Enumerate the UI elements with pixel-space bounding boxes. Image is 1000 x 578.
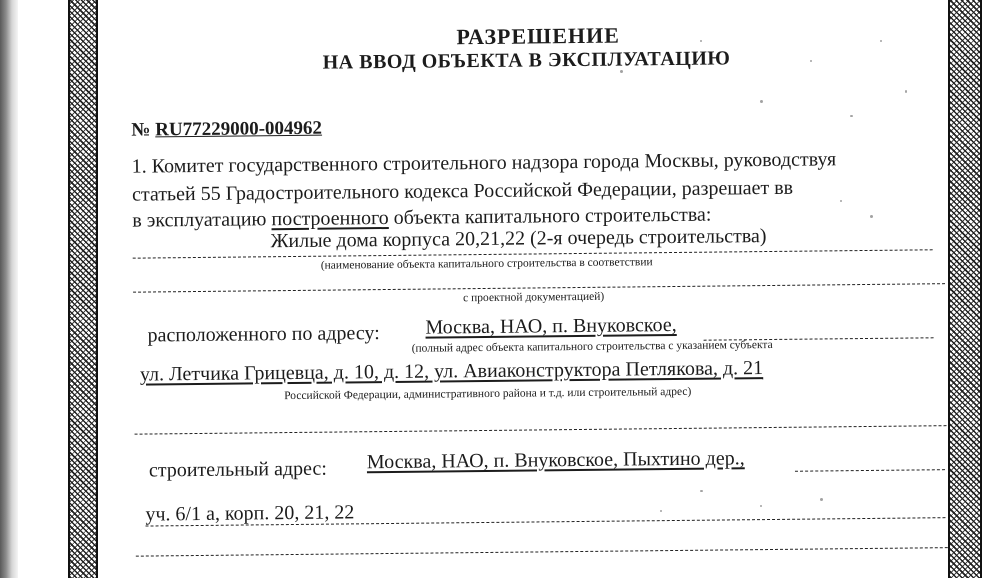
bottom-blank-line	[136, 547, 948, 557]
object-name-caption: (наименование объекта капитального строительства в соответствии	[320, 256, 653, 272]
build-address-line-1-rule	[795, 469, 945, 472]
permit-number	[131, 118, 322, 142]
address-line-2: ул. Летчика Грицевца, д. 10, д. 12, ул. Авиаконструктора Петлякова, д. 21	[139, 357, 764, 386]
address-label: расположенного по адресу:	[147, 322, 380, 347]
build-address-line-1: Москва, НАО, п. Внуковское, Пыхтино дер.,	[366, 447, 745, 474]
permit-document	[100, 0, 952, 578]
address-line-1: Москва, НАО, п. Внуковское,	[425, 313, 677, 339]
object-name: Жилые дома корпуса 20,21,22 (2-я очередь строительства)	[270, 225, 767, 253]
paragraph-1-line-2: статьей 55 Градостроительного кодекса Российской Федерации, разрешает вв	[131, 176, 794, 206]
paragraph-1-line-1: 1. Комитет государственного строительного надзора города Москвы, руководствуя	[131, 148, 837, 178]
ornamental-border-left	[68, 0, 98, 578]
ornamental-border-right	[948, 0, 982, 578]
paragraph-1-line-3-suffix: объекта капитального строительства:	[393, 203, 712, 229]
address-caption-1: (полный адрес объекта капитального строительства с указанием субъекта	[411, 338, 773, 355]
address-caption-2: Российской Федерации, административного района и т.д. или строительный адрес)	[284, 385, 692, 403]
document-subtitle: НА ВВОД ОБЪЕКТА В ЭКСПЛУАТАЦИЮ	[322, 47, 731, 74]
build-address-line-2: уч. 6/1 а, корп. 20, 21, 22	[145, 501, 355, 526]
object-name-caption-2: с проектной документацией)	[463, 290, 605, 305]
paragraph-1-line-3-prefix: в эксплуатацию	[132, 208, 267, 232]
number-sign: №	[131, 119, 151, 141]
address-blank-line	[135, 425, 947, 435]
permit-number-value: RU77229000-004962	[155, 117, 323, 141]
scan-shadow-edge	[0, 0, 18, 578]
document-title: РАЗРЕШЕНИЕ	[456, 22, 620, 50]
build-address-label: строительный адрес:	[148, 457, 328, 482]
built-word: построенного	[271, 206, 389, 231]
